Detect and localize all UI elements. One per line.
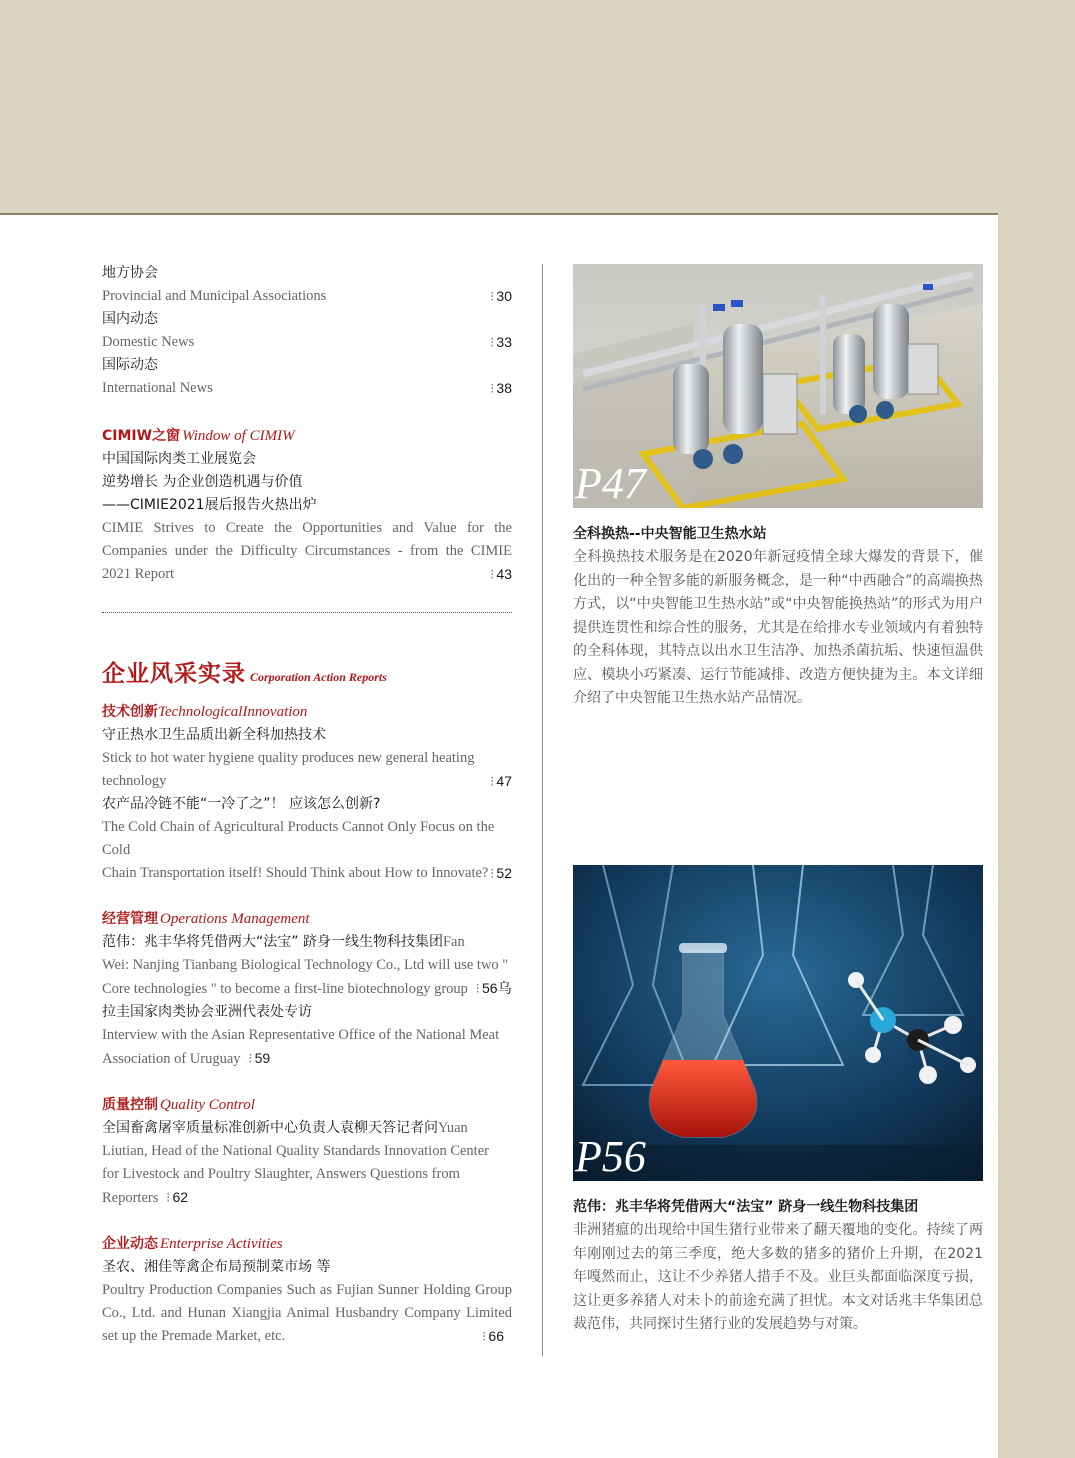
feature-p47[interactable] bbox=[573, 264, 983, 711]
toc-entry-en-line: Chain Transportation itself! Should Think about How to Innovate? bbox=[102, 865, 489, 881]
toc-entry-zh: 国内动态 bbox=[102, 311, 158, 327]
feature-title: 全科换热--中央智能卫生热水站 bbox=[573, 526, 767, 542]
toc-entry-en-line: Companies under the Difficulty Circumstances - from the CIMIE bbox=[102, 543, 512, 559]
toc-page-number: ⁝ 38 bbox=[489, 380, 512, 396]
toc-entry-en-line: The Cold Chain of Agricultural Products Cannot Only Focus on the Cold bbox=[102, 819, 495, 858]
toc-entry-en-line: Interview with the Asian Representative Office of the National Meat bbox=[102, 1027, 500, 1043]
page-label: P47 bbox=[575, 459, 646, 508]
toc-page-number: ⁝ 47 bbox=[489, 773, 512, 789]
toc-entry-en-line: Core technologies " to become a first-line biotechnology group bbox=[102, 981, 468, 997]
toc-section-tech[interactable] bbox=[102, 700, 512, 885]
toc-entry-zh: 地方协会 bbox=[102, 265, 158, 281]
section-heading: 企业动态 Enterprise Activities bbox=[102, 1236, 283, 1252]
feature-summary: 非洲猪瘟的出现给中国生猪行业带来了翻天覆地的变化。持续了两年刚刚过去的第三季度，绝大多数的猪多的猪价上升期，在2021年嘎然而止，这让不少养猪人措手不及。业巨头都面临深度亏损，这让更多养猪人对未卜的前途充满了担忧。本文对话兆丰华集团总裁范伟，共同探讨生猪行业的发展趋势与对策。 bbox=[573, 1222, 983, 1332]
toc-page-number: ⁝ 62 bbox=[166, 1189, 189, 1205]
toc-entry-zh-line: ——CIMIE2021展后报告火热出炉 bbox=[102, 497, 317, 513]
section-heading: 技术创新TechnologicalInnovation bbox=[102, 704, 308, 720]
toc-entry-zh: 全国畜禽屠宰质量标准创新中心负责人袁柳天答记者问 bbox=[102, 1120, 438, 1136]
toc-entry-provincial[interactable] bbox=[102, 262, 512, 308]
toc-entry-en-line: Wei: Nanjing Tianbang Biological Technology Co., Ltd will use two " bbox=[102, 957, 509, 973]
toc-entry-zh-line: 中国国际肉类工业展览会 bbox=[102, 451, 256, 467]
toc-entry-en-line: Poultry Production Companies Such as Fujian Sunner Holding Group bbox=[102, 1282, 512, 1298]
table-of-contents bbox=[102, 262, 512, 1348]
toc-entry-international[interactable] bbox=[102, 354, 512, 400]
toc-entry-en-line: CIMIE Strives to Create the Opportunities and Value for the bbox=[102, 520, 512, 536]
feature-p56[interactable] bbox=[573, 865, 983, 1337]
toc-section-enterprise[interactable] bbox=[102, 1232, 512, 1348]
toc-entry-zh: 守正热水卫生品质出新全科加热技术 bbox=[102, 727, 326, 743]
toc-entry-zh: 范伟：兆丰华将凭借两大“法宝” 跻身一线生物科技集团 bbox=[102, 934, 443, 950]
toc-entry-zh: 圣农、湘佳等禽企布局预制菜市场 等 bbox=[102, 1259, 331, 1275]
section-heading: 质量控制 Quality Control bbox=[102, 1097, 255, 1113]
toc-entry-zh: 农产品冷链不能“一冷了之”！ 应该怎么创新? bbox=[102, 796, 381, 812]
header-band bbox=[0, 0, 1075, 214]
toc-section-cimiw[interactable] bbox=[102, 424, 512, 586]
toc-entry-en-line: set up the Premade Market, etc. bbox=[102, 1328, 286, 1344]
toc-entry-zh-line: 逆势增长 为企业创造机遇与价值 bbox=[102, 474, 303, 490]
toc-page-number: ⁝ 66 bbox=[481, 1328, 504, 1344]
dotted-divider bbox=[102, 612, 512, 613]
toc-page-number: ⁝ 56 bbox=[475, 980, 498, 996]
toc-entry-en-line: Association of Uruguay bbox=[102, 1051, 241, 1067]
toc-entry-en: Provincial and Municipal Associations bbox=[102, 288, 327, 304]
toc-entry-zh: 国际动态 bbox=[102, 357, 158, 373]
page-label: P56 bbox=[575, 1132, 646, 1181]
toc-entry-en-line: Co., Ltd. and Hunan Xiangjia Animal Husbandry Company Limited bbox=[102, 1305, 512, 1321]
toc-section-operations[interactable] bbox=[102, 907, 512, 1071]
toc-entry-en-line: Liutian, Head of the National Quality Standards Innovation Center bbox=[102, 1143, 489, 1159]
toc-section-quality[interactable] bbox=[102, 1093, 512, 1210]
toc-entry-en: Domestic News bbox=[102, 334, 195, 350]
section-heading: CIMIW之窗 Window of CIMIW bbox=[102, 428, 295, 444]
toc-page-number: ⁝ 52 bbox=[489, 865, 512, 881]
header-rule bbox=[0, 213, 998, 215]
toc-entry-domestic[interactable] bbox=[102, 308, 512, 354]
toc-entry-en: International News bbox=[102, 380, 213, 396]
toc-entry-en-line: 2021 Report bbox=[102, 566, 175, 582]
toc-entry-en-line: Stick to hot water hygiene quality produces new general heating bbox=[102, 750, 475, 766]
corporate-section-title: 企业风采实录 Corporation Action Reports bbox=[102, 661, 387, 687]
water-station-photo bbox=[573, 264, 983, 508]
lab-flask-photo bbox=[573, 865, 983, 1181]
feature-title: 范伟：兆丰华将凭借两大“法宝” 跻身一线生物科技集团 bbox=[573, 1199, 919, 1215]
toc-page-number: ⁝ 43 bbox=[489, 566, 512, 582]
toc-page-number: ⁝ 59 bbox=[248, 1050, 271, 1066]
toc-entry-zh-fragment: 乌 bbox=[497, 982, 512, 997]
toc-entry-en-line: for Livestock and Poultry Slaughter, Answers Questions from bbox=[102, 1166, 460, 1182]
feature-summary: 全科换热技术服务是在2020年新冠疫情全球大爆发的背景下，催化出的一种全智多能的新服务概念，是一种“中西融合”的高端换热方式，以“中央智能卫生热水站”或“中央智能换热站”的形式为用户提供连贯性和综合性的服务，尤其是在给排水专业领域内有着独特的全科体现，其特点以出水卫生洁净、加热杀菌抗垢、快速恒温供应、模块小巧紧凑、运行节能减排、改造方便快捷为主。本文详细介绍了中央智能卫生热水站产品情况。 bbox=[573, 549, 983, 706]
toc-entry-en-inline: Yuan bbox=[438, 1120, 468, 1136]
section-heading: 经营管理 Operations Management bbox=[102, 911, 310, 927]
column-divider bbox=[542, 264, 543, 1356]
toc-page-number: ⁝ 30 bbox=[489, 288, 512, 304]
toc-entry-en-line: Reporters bbox=[102, 1190, 159, 1206]
toc-entry-en-inline: Fan bbox=[442, 934, 465, 950]
toc-entry-en-line: technology bbox=[102, 773, 167, 789]
toc-entry-zh: 拉圭国家肉类协会亚洲代表处专访 bbox=[102, 1004, 312, 1020]
right-margin-strip bbox=[998, 214, 1075, 1458]
toc-page-number: ⁝ 33 bbox=[489, 334, 512, 350]
